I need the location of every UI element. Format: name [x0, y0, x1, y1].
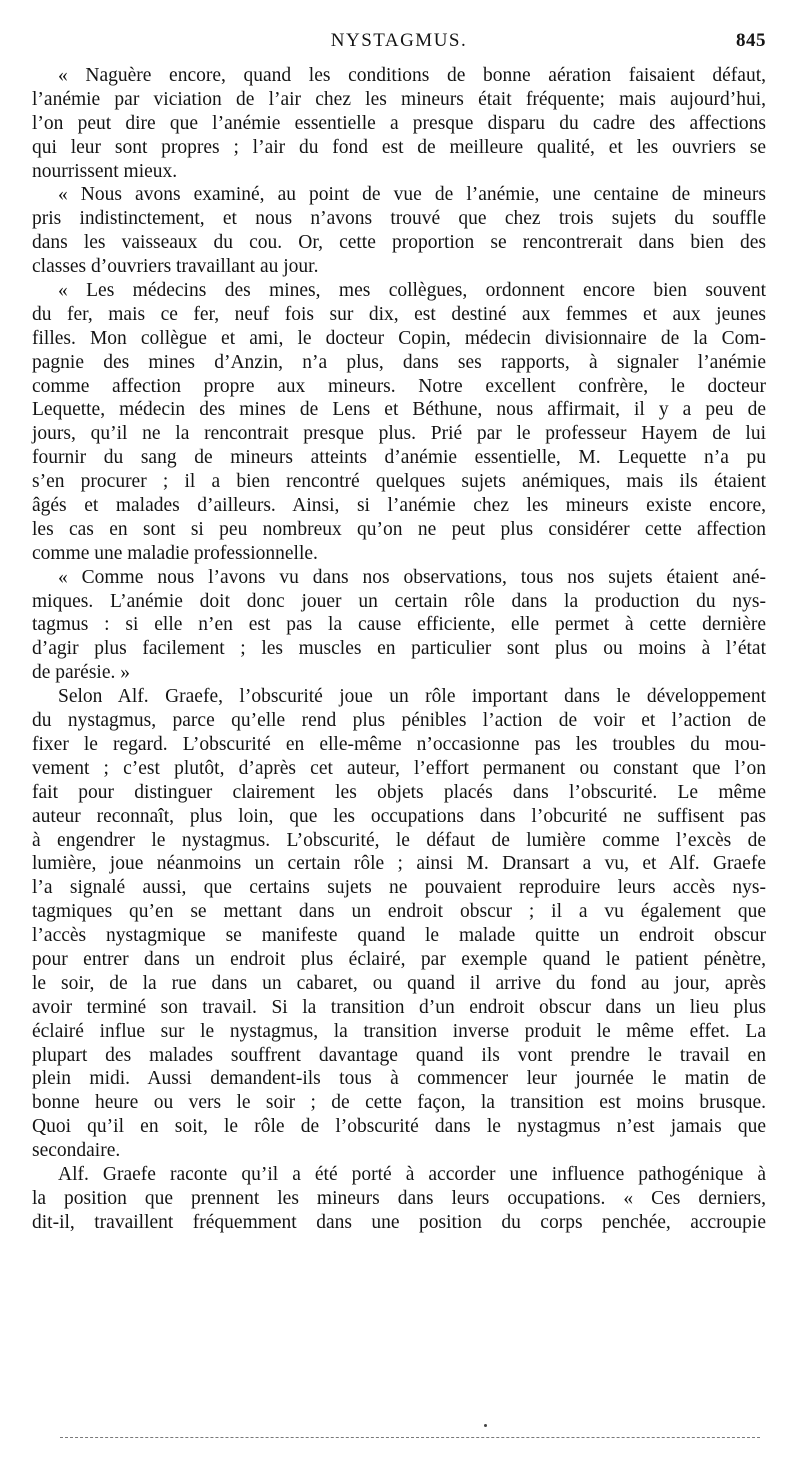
text-line: tagmus : si elle n’en est pas la cause efficiente, elle permet à cette dernière [32, 614, 766, 636]
text-line: âgés et malades d’ailleurs. Ainsi, si l’anémie chez les mineurs existe encore, [32, 495, 766, 517]
text-line: pour entrer dans un endroit plus éclairé, par exemple quand le patient pénètre, [32, 948, 766, 970]
text-line: auteur reconnaît, plus loin, que les occupations dans l’obcurité ne suffisent pas [32, 805, 766, 827]
text-line: secondaire. [32, 1140, 121, 1162]
text-line: « Les médecins des mines, mes collègues, ordonnent encore bien souvent [58, 280, 766, 302]
text-line: comme une maladie professionnelle. [32, 542, 318, 564]
text-line: avoir terminé son travail. Si la transition d’un endroit obscur dans un lieu plus [32, 996, 766, 1018]
text-line: le soir, de la rue dans un cabaret, ou quand il arrive du fond au jour, après [32, 972, 766, 994]
text-line: l’a signalé aussi, que certains sujets ne pouvaient reproduire leurs accès nys- [32, 877, 766, 899]
text-line: nourrissent mieux. [32, 160, 178, 182]
text-line: l’anémie par viciation de l’air chez les mineurs était fréquente; mais aujourd’hui, [32, 88, 766, 110]
text-line: « Naguère encore, quand les conditions de bonne aération faisaient défaut, [58, 65, 766, 86]
text-line: éclairé influe sur le nystagmus, la transition inverse produit le même effet. La [32, 1020, 766, 1042]
body-text [32, 64, 766, 1235]
text-line: classes d’ouvriers travaillant au jour. [32, 256, 319, 278]
text-line: filles. Mon collègue et ami, le docteur Copin, médecin divisionnaire de la Com- [32, 327, 766, 349]
text-line: l’on peut dire que l’anémie essentielle a presque disparu du cadre des affections [32, 112, 766, 134]
text-line: vement ; c’est plutôt, d’après cet auteur, l’effort permanent ou constant que l’on [32, 757, 766, 779]
page-number: 845 [736, 30, 766, 51]
text-line: bonne heure ou vers le soir ; de cette façon, la transition est moins brusque. [32, 1092, 766, 1114]
text-line: l’accès nystagmique se manifeste quand le malade quitte un endroit obscur [32, 925, 766, 947]
text-line: miques. L’anémie doit donc jouer un certain rôle dans la production du nys- [32, 590, 766, 612]
text-line: Quoi qu’il en soit, le rôle de l’obscurité dans le nystagmus n’est jamais que [32, 1116, 766, 1138]
text-line: « Nous avons examiné, au point de vue de l’anémie, une centaine de mineurs [58, 184, 766, 206]
text-line: pagnie des mines d’Anzin, n’a plus, dans ses rapports, à signaler l’anémie [32, 351, 766, 373]
text-line: les cas en sont si peu nombreux qu’on ne peut plus considérer cette affection [32, 518, 766, 540]
text-line: fait pour distinguer clairement les objets placés dans l’obscurité. Le même [32, 781, 766, 803]
text-line: la position que prennent les mineurs dans leurs occupations. « Ces derniers, [32, 1187, 766, 1209]
text-line: d’agir plus facilement ; les muscles en particulier sont plus ou moins à l’état [32, 638, 766, 660]
text-line: dans les vaisseaux du cou. Or, cette proportion se rencontrerait dans bien des [32, 232, 766, 254]
text-line: dit-il, travaillent fréquemment dans une position du corps penchée, accroupie [32, 1211, 766, 1233]
text-line: s’en procurer ; il a bien rencontré quelques sujets anémiques, mais ils étaient [32, 471, 766, 493]
text-line: à engendrer le nystagmus. L’obscurité, le défaut de lumière comme l’excès de [32, 829, 766, 851]
text-line: plein midi. Aussi demandent-ils tous à commencer leur journée le matin de [32, 1068, 766, 1090]
text-line: tagmiques qu’en se mettant dans un endroit obscur ; il a vu également que [32, 901, 766, 923]
text-line: pris indistinctement, et nous n’avons trouvé que chez trois sujets du souffle [32, 208, 766, 230]
running-title: NYSTAGMUS. [330, 30, 468, 51]
text-line: qui leur sont propres ; l’air du fond est de meilleure qualité, et les ouvriers se [32, 136, 766, 158]
text-line: jours, qu’il ne la rencontrait presque plus. Prié par le professeur Hayem de lui [32, 423, 766, 445]
text-line: « Comme nous l’avons vu dans nos observations, tous nos sujets étaient ané- [58, 566, 766, 588]
text-line: Selon Alf. Graefe, l’obscurité joue un rôle important dans le développement [58, 686, 766, 708]
text-line: lumière, joue néanmoins un certain rôle ; ainsi M. Dransart a vu, et Alf. Graefe [32, 853, 766, 875]
running-head [32, 30, 766, 56]
text-line: de parésie. » [32, 662, 130, 684]
text-line: plupart des malades souffrent davantage quand ils vont prendre le travail en [32, 1044, 766, 1066]
printer-mark [484, 1424, 487, 1427]
text-line: comme affection propre aux mineurs. Notre excellent confrère, le docteur [32, 375, 766, 397]
text-line: fournir du sang de mineurs atteints d’anémie essentielle, M. Lequette n’a pu [32, 447, 766, 469]
text-line: Lequette, médecin des mines de Lens et Béthune, nous affirmait, il y a peu de [32, 399, 766, 421]
text-line: du fer, mais ce fer, neuf fois sur dix, est destiné aux femmes et aux jeunes [32, 303, 766, 325]
footer-rule [60, 1437, 760, 1438]
text-line: Alf. Graefe raconte qu’il a été porté à accorder une influence pathogénique à [58, 1163, 766, 1185]
text-line: fixer le regard. L’obscurité en elle-même n’occasionne pas les troubles du mou- [32, 733, 766, 755]
text-line: du nystagmus, parce qu’elle rend plus pénibles l’action de voir et l’action de [32, 710, 766, 732]
